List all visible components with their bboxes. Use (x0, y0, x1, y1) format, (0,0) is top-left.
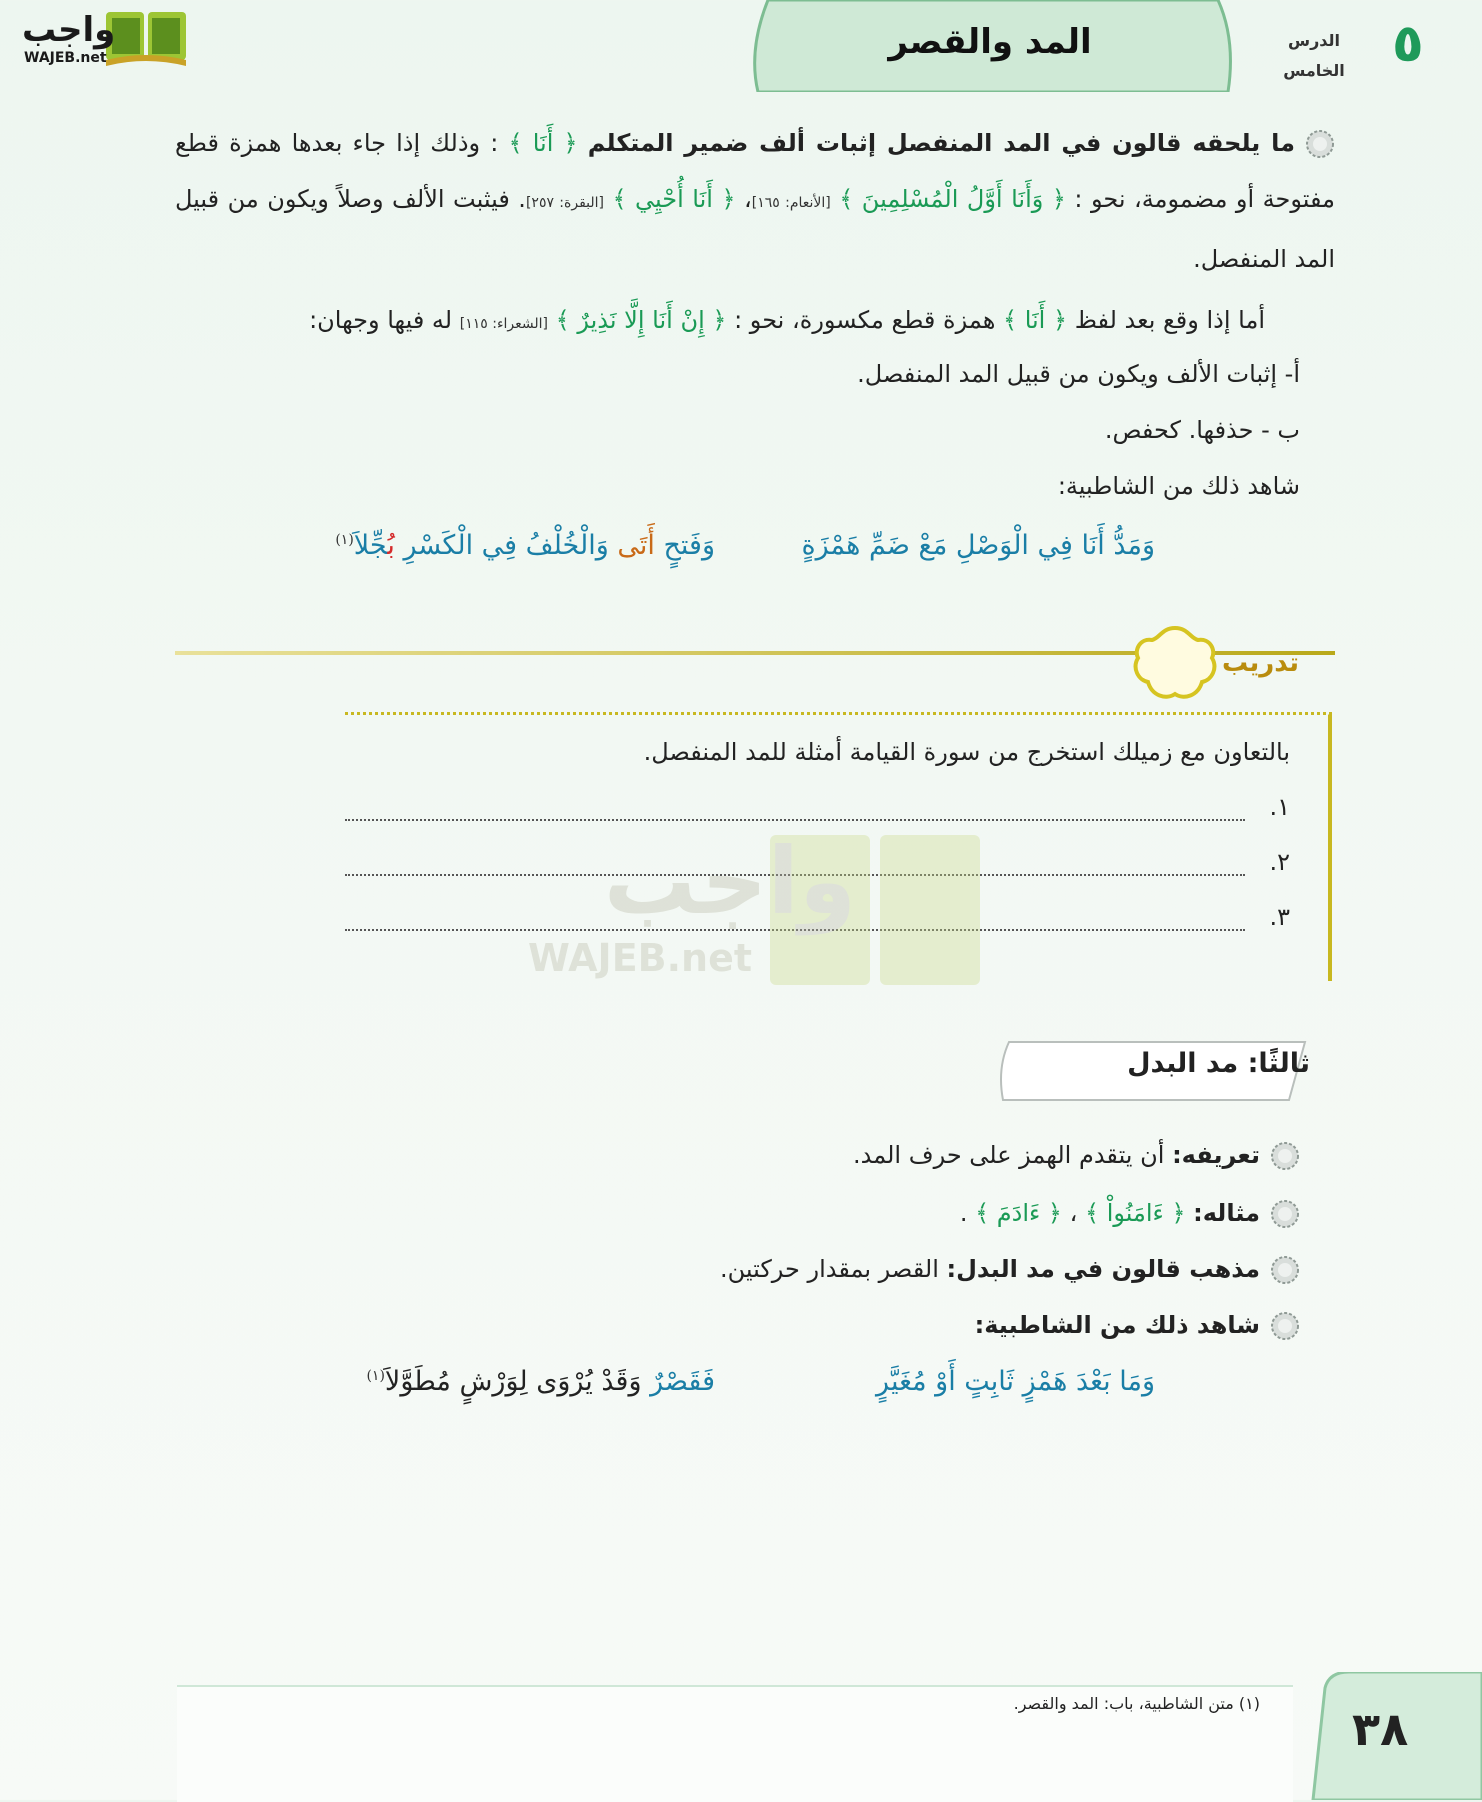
quran-example-3: ﴿ إِنْ أَنَا إِلَّا نَذِيرٌ ﴾ (555, 306, 727, 334)
page-number: ٣٨ (1352, 1702, 1409, 1756)
brand-logo (10, 6, 190, 70)
list-item-b: ب - حذفها. كحفص. (1104, 416, 1300, 444)
svg-text:WAJEB.net: WAJEB.net (527, 936, 753, 980)
example: مثاله: ﴿ ءَامَنُواْ ﴾ ، ﴿ ءَادَمَ ﴾ . (500, 1185, 1300, 1241)
training-instruction: بالتعاون مع زميلك استخرج من سورة القيامة أمثلة للمد المنفصل. (643, 738, 1290, 766)
flower-badge-icon (1130, 624, 1220, 706)
witness-label-2: شاهد ذلك من الشاطبية: (500, 1297, 1300, 1353)
ref-2: [البقرة: ٢٥٧] (525, 195, 604, 211)
rule-lead: ما يلحقه قالون في المد المنفصل إثبات ألف ضمير المتكلم (587, 129, 1295, 157)
verse1-right: وَمَدُّ أَنَا فِي الْوَصْلِ مَعْ ضَمِّ هَمْزَةٍ (801, 530, 1155, 561)
paragraph-kasra-case: أما إذا وقع بعد لفظ ﴿ أَنَا ﴾ همزة قطع مكسورة، نحو : ﴿ إِنْ أَنَا إِلَّا نَذِيرٌ ﴾ [الشعراء: ١١٥] له فيها وجهان: (309, 306, 1265, 334)
bullet-icon (1305, 129, 1335, 159)
lesson-title: المد والقصر (888, 22, 1092, 62)
watermark-logo (500, 835, 1020, 995)
bullet-icon (1270, 1141, 1300, 1171)
quran-ana-2: ﴿ أَنَا ﴾ (1003, 306, 1068, 334)
quran-example-1: ﴿ وَأَنَا أَوَّلُ الْمُسْلِمِينَ ﴾ (839, 185, 1066, 213)
witness-label: شاهد ذلك من الشاطبية: (1057, 472, 1300, 500)
bullet-icon (1270, 1255, 1300, 1285)
brand-net: WAJEB.net (24, 50, 107, 66)
bullet-icon (1270, 1199, 1300, 1229)
svg-text:واجب: واجب (603, 835, 857, 935)
training-title: تدريب (1222, 648, 1300, 678)
verse2-left: فَقَصْرٌ وَقَدْ يُرْوَى لِوَرْشٍ مُطَوَّلاَ$^{(١)}$ (366, 1366, 715, 1397)
bullet-icon (1270, 1311, 1300, 1341)
answer-number-2: ٢. (1269, 848, 1290, 876)
definition: تعريفه: أن يتقدم الهمز على حرف المد. (500, 1127, 1300, 1183)
quran-ana: ﴿ أَنَا ﴾ (508, 129, 578, 157)
section-title: ثالثًا: مد البدل (1127, 1048, 1310, 1079)
ref-3: [الشعراء: ١١٥] (459, 316, 549, 332)
answer-number-3: ٣. (1269, 903, 1290, 931)
verse1-left: وَفَتحٍ أَتَى وَالْخُلْفُ فِي الْكَسْرِ بُجِّلاَ$^{(١)}$ (335, 530, 715, 561)
lesson-label: الدرس الخامس (1283, 31, 1345, 80)
answer-line-1[interactable] (345, 817, 1245, 821)
list-item-a: أ- إثبات الألف ويكون من قبيل المد المنفصل. (857, 360, 1300, 388)
paragraph-ana-rule: ما يلحقه قالون في المد المنفصل إثبات ألف ضمير المتكلم ﴿ أَنَا ﴾ : وذلك إذا جاء بعدها همزة قطع مفتوحة أو مضمومة، نحو : ﴿ وَأَنَا أَوَّلُ الْمُسْلِمِينَ ﴾ [الأنعام: ١٦٥]، ﴿ أَنَا أُحْيِي ﴾ [البقرة: ٢٥٧]. فيثبت الألف وصلاً ويكون من قبيل المد المنفصل. (175, 129, 1336, 273)
verse2-right: وَمَا بَعْدَ هَمْزٍ ثَابِتٍ أَوْ مُغَيَّرٍ (876, 1366, 1155, 1397)
quran-example-2: ﴿ أَنَا أُحْيِي ﴾ (612, 185, 736, 213)
qalun-madhhab: مذهب قالون في مد البدل: القصر بمقدار حركتين. (500, 1241, 1300, 1297)
lesson-number: ٥ (1392, 14, 1424, 74)
ref-1: [الأنعام: ١٦٥] (751, 195, 831, 211)
answer-number-1: ١. (1269, 793, 1290, 821)
footnote: (١) متن الشاطبية، باب: المد والقصر. (1013, 1694, 1260, 1713)
brand-word: واجب (22, 10, 116, 50)
